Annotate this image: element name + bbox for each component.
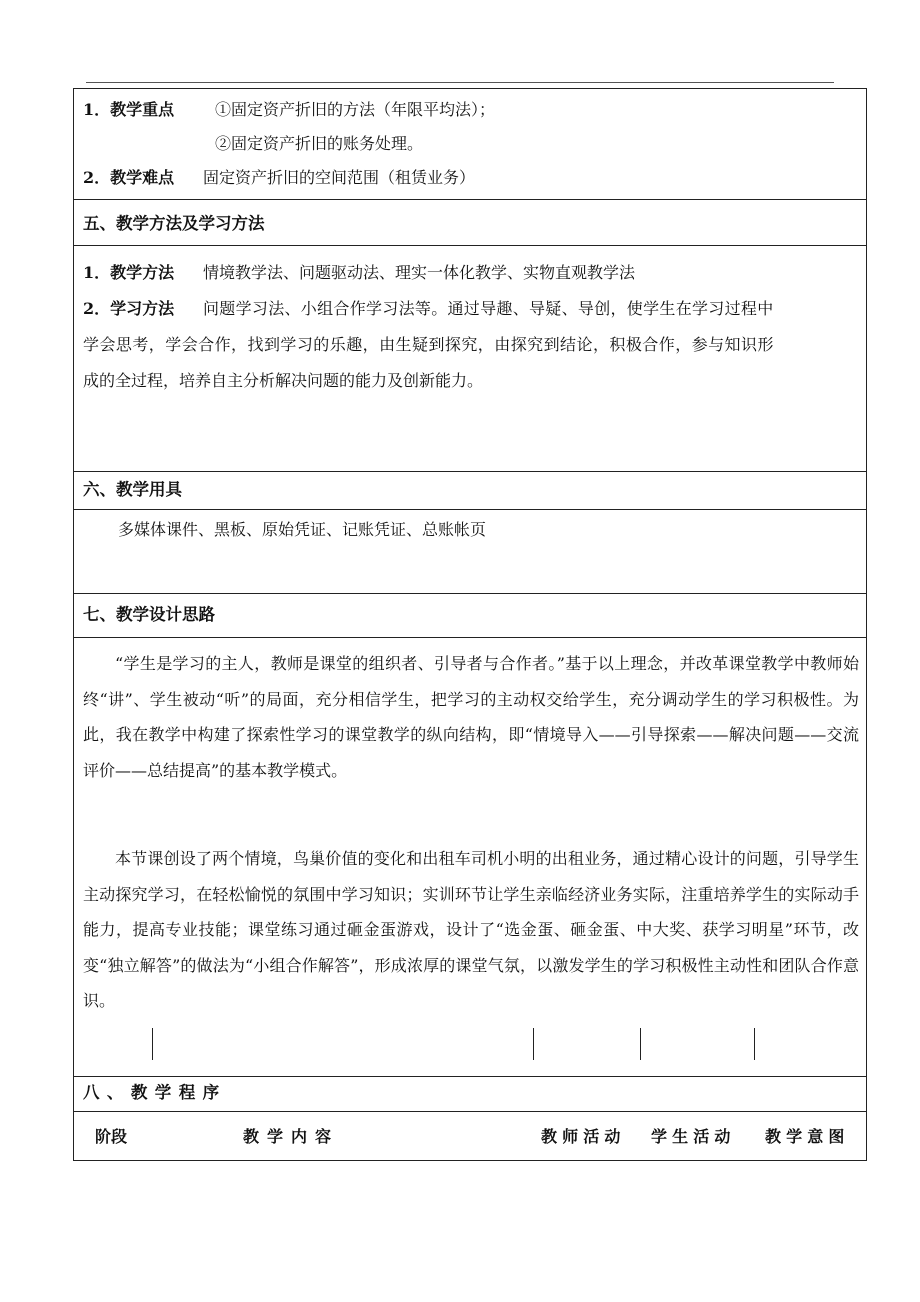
learn-method-line-3: 成的全过程，培养自主分析解决问题的能力及创新能力。: [83, 371, 484, 390]
section6-title: 六、教学用具: [83, 480, 182, 499]
learn-method-line-2: 学会思考，学会合作，找到学习的乐趣，由生疑到探究，由探究到结论，积极合作，参与知识形: [83, 335, 774, 354]
column-header-intent: 教学意图: [765, 1127, 850, 1146]
column-divider: [533, 1028, 534, 1060]
teach-method-label: 1．教学方法: [83, 263, 175, 282]
column-divider: [640, 1028, 641, 1060]
column-header-teacher-activity: 教师活动: [541, 1127, 626, 1146]
learn-method-line-1: 问题学习法、小组合作学习法等。通过导趣、导疑、导创，使学生在学习过程中: [203, 299, 774, 318]
row-divider: [74, 1111, 866, 1112]
teaching-tools-text: 多媒体课件、黑板、原始凭证、记账凭证、总账帐页: [118, 520, 487, 539]
column-divider: [152, 1028, 153, 1060]
row-divider: [74, 245, 866, 246]
section7-title: 七、教学设计思路: [83, 605, 215, 624]
row-divider: [74, 199, 866, 200]
difficulty-text: 固定资产折旧的空间范围（租赁业务）: [203, 168, 476, 187]
learn-method-label: 2．学习方法: [83, 299, 175, 318]
page-header-rule: [86, 82, 834, 83]
section8-title: 八、教学程序: [83, 1083, 227, 1102]
row-divider: [74, 471, 866, 472]
column-divider: [754, 1028, 755, 1060]
focus-item-1: ①固定资产折旧的方法（年限平均法）；: [215, 100, 496, 119]
row-divider: [74, 593, 866, 594]
column-header-stage: 阶段: [95, 1127, 128, 1146]
focus-label: 1．教学重点: [83, 100, 175, 119]
section5-title: 五、教学方法及学习方法: [83, 214, 265, 233]
column-header-student-activity: 学生活动: [651, 1127, 736, 1146]
row-divider: [74, 1076, 866, 1077]
difficulty-label: 2．教学难点: [83, 168, 175, 187]
focus-item-2: ②固定资产折旧的账务处理。: [215, 134, 424, 153]
teach-method-text: 情境教学法、问题驱动法、理实一体化教学、实物直观教学法: [203, 263, 636, 282]
design-paragraph-2: 本节课创设了两个情境，鸟巢价值的变化和出租车司机小明的出租业务，通过精心设计的问题，引导学生主动探究学习，在轻松愉悦的氛围中学习知识；实训环节让学生亲临经济业务实际，注重培养学生的实际动手能力，提高专业技能；课堂练习通过砸金蛋游戏，设计了“选金蛋、砸金蛋、中大奖、获学习明星”环节，改变“独立解答”的做法为“小组合作解答”，形成浓厚的课堂气氛，以激发学生的学习积极性主动性和团队合作意识。: [83, 849, 859, 1010]
row-divider: [74, 509, 866, 510]
row-divider: [74, 637, 866, 638]
column-header-content: 教学内容: [243, 1127, 340, 1146]
design-paragraph-1: “学生是学习的主人，教师是课堂的组织者、引导者与合作者。”基于以上理念，并改革课堂教学中教师始终“讲”、学生被动“听”的局面，充分相信学生，把学习的主动权交给学生，充分调动学生的学习积极性。为此，我在教学中构建了探索性学习的课堂教学的纵向结构，即“情境导入——引导探索——解决问题——交流评价——总结提高”的基本教学模式。: [83, 654, 859, 780]
